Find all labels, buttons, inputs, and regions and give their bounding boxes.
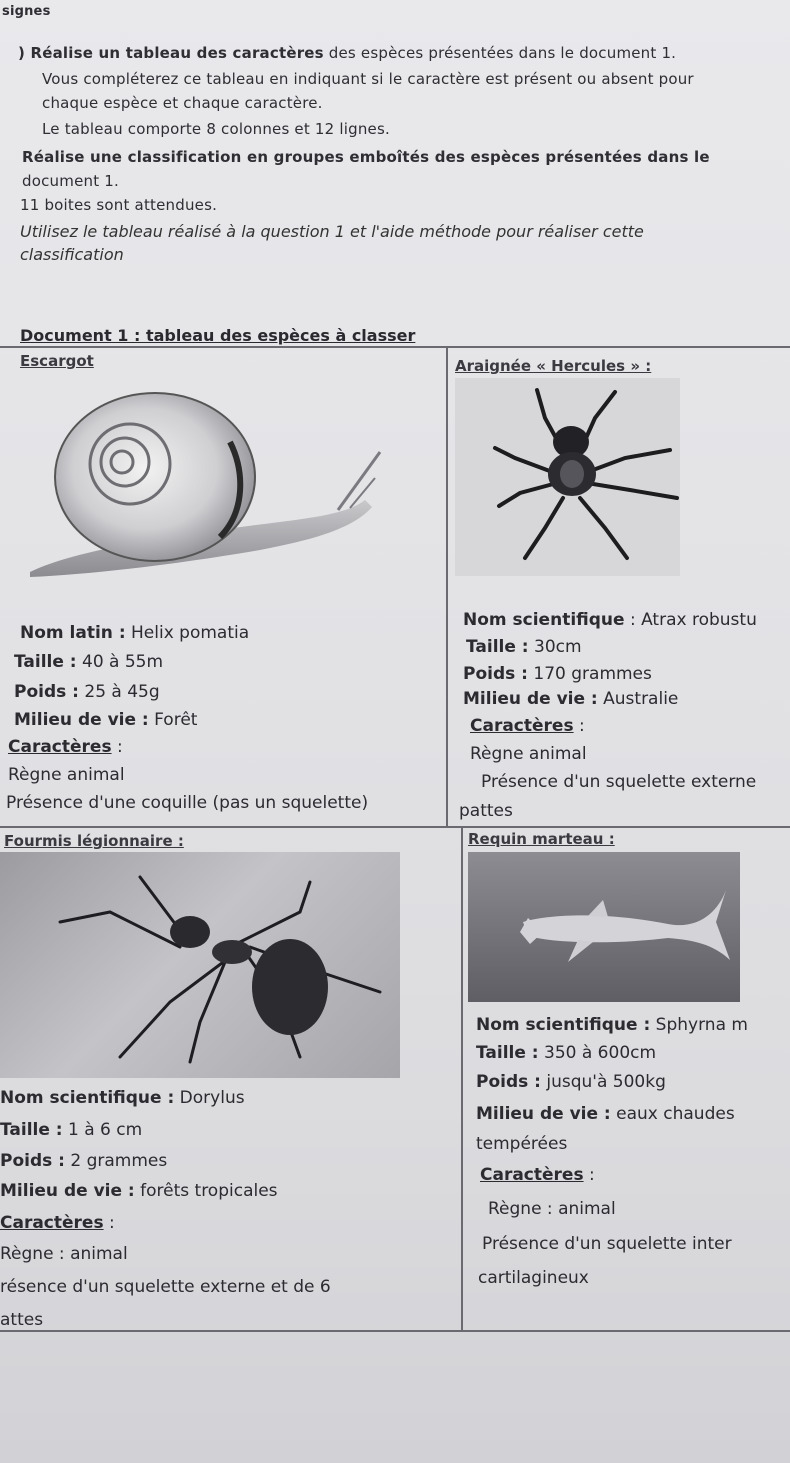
table-middle-border [0,826,790,828]
document-title: Document 1 : tableau des espèces à classer [20,326,416,345]
snail-habitat: Milieu de vie : Forêt [14,710,198,730]
spider-name: Nom scientifique : Atrax robustu [463,610,757,630]
spider-size: Taille : 30cm [466,637,582,657]
ant-title: Fourmis légionnaire : [4,832,184,850]
shark-image [468,852,740,1002]
ant-image [0,852,400,1078]
table-column-divider-bottom [461,826,463,1332]
snail-size: Taille : 40 à 55m [14,652,164,672]
shark-trait-2: Présence d'un squelette inter [482,1234,732,1254]
shark-trait-3: cartilagineux [478,1268,589,1288]
spider-habitat: Milieu de vie : Australie [463,689,679,709]
snail-trait-1: Règne animal [8,765,125,785]
snail-trait-2: Présence d'une coquille (pas un squelette) [6,793,369,813]
ant-size: Taille : 1 à 6 cm [0,1120,143,1140]
shark-traits-heading: Caractères : [480,1165,595,1185]
question-1-line-4: Le tableau comporte 8 colonnes et 12 lignes. [42,120,390,138]
spider-trait-1: Règne animal [470,744,587,764]
question-2-line-2: document 1. [22,172,119,190]
table-column-divider-top [446,346,448,828]
snail-image [20,382,410,587]
header-fragment: signes [2,4,51,19]
question-1-line-3: chaque espèce et chaque caractère. [42,94,323,112]
snail-traits-heading: Caractères : [8,737,123,757]
shark-habitat-cont: tempérées [476,1134,568,1154]
spider-traits-heading: Caractères : [470,716,585,736]
spider-trait-3: pattes [459,801,513,821]
spider-trait-2: Présence d'un squelette externe [481,772,757,792]
ant-trait-3: attes [0,1310,44,1330]
ant-traits-heading: Caractères : [0,1213,115,1233]
shark-habitat: Milieu de vie : eaux chaudes [476,1104,735,1124]
shark-size: Taille : 350 à 600cm [476,1043,657,1063]
spider-image [455,378,680,576]
shark-weight: Poids : jusqu'à 500kg [476,1072,666,1092]
question-2-line-3: 11 boites sont attendues. [20,196,218,214]
snail-title: Escargot [20,352,94,370]
shark-name: Nom scientifique : Sphyrna m [476,1015,748,1035]
shark-trait-1: Règne : animal [488,1199,616,1219]
shark-title: Requin marteau : [468,830,615,848]
ant-name: Nom scientifique : Dorylus [0,1088,245,1108]
ant-habitat: Milieu de vie : forêts tropicales [0,1181,278,1201]
snail-name: Nom latin : Helix pomatia [20,623,250,643]
table-bottom-border [0,1330,790,1332]
spider-title: Araignée « Hercules » : [455,357,652,375]
question-1-line-1: ) Réalise un tableau des caractères des espèces présentées dans le document 1. [18,44,677,62]
spider-weight: Poids : 170 grammes [463,664,652,684]
ant-weight: Poids : 2 grammes [0,1151,168,1171]
table-top-border [0,346,790,348]
question-1-line-2: Vous compléterez ce tableau en indiquant si le caractère est présent ou absent pour [42,70,694,88]
question-2-line-1: Réalise une classification en groupes emboîtés des espèces présentées dans le [22,148,710,166]
ant-trait-1: Règne : animal [0,1244,128,1264]
question-2-line-4: Utilisez le tableau réalisé à la question 1 et l'aide méthode pour réaliser cette [20,222,644,241]
snail-weight: Poids : 25 à 45g [14,682,160,702]
ant-trait-2: résence d'un squelette externe et de 6 [0,1277,331,1297]
question-2-line-5: classification [20,245,124,264]
